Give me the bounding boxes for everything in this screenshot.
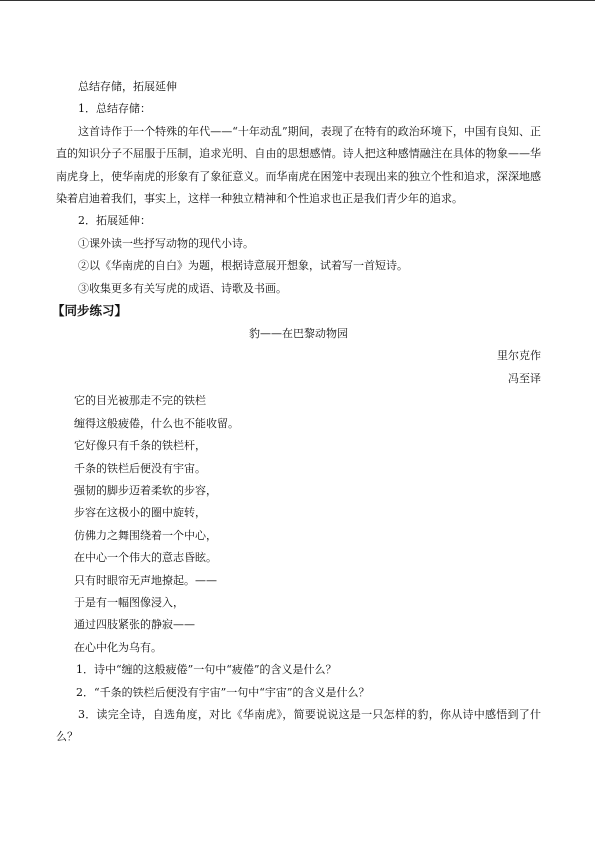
poem-line: 它的目光被那走不完的铁栏	[74, 394, 206, 408]
poem-line: 仿佛力之舞围绕着一个中心，	[74, 528, 217, 542]
summary-heading: 总结存储，拓展延伸	[78, 80, 177, 93]
poem-author: 里尔克作	[497, 349, 541, 363]
poem-line: 缠得这般疲倦，什么也不能收留。	[74, 416, 239, 430]
question-item: 1．诗中“缠的这般疲倦”一句中“疲倦”的含义是什么？	[76, 663, 337, 677]
extend-title: 2．拓展延伸：	[78, 214, 151, 228]
storage-title: 1．总结存储：	[78, 102, 151, 116]
poem-line: 它好像只有千条的铁栏杆，	[74, 439, 206, 453]
document-page	[52, 76, 541, 749]
poem-line: 在中心一个伟大的意志昏眩。	[74, 551, 217, 565]
poem-line: 于是有一幅图像浸入，	[74, 595, 184, 609]
poem-line: 只有时眼帘无声地撩起。——	[74, 573, 217, 587]
poem-line: 步容在这极小的圈中旋转，	[74, 506, 206, 520]
poem-line: 在心中化为乌有。	[74, 640, 162, 654]
storage-paragraph: 这首诗作于一个特殊的年代——“十年动乱”期间，表现了在特有的政治环境下，中国有良知、正直的知识分子不屈服于压制，追求光明、自由的思想感情。诗人把这种感情融注在具体的物象——华南虎身上，使华南虎的形象有了象征意义。而华南虎在困笼中表现出来的独立个性和追求，深深地感染着启迪着我们，事实上，这样一种独立精神和个性追求也正是我们青少年的追求。	[56, 124, 541, 206]
page-top-rule	[0, 0, 595, 1]
poem-translator: 冯至译	[508, 371, 541, 385]
poem-line: 通过四肢紧张的静寂——	[74, 618, 195, 632]
practice-heading: 【同步练习】	[52, 303, 128, 319]
poem-line: 强韧的脚步迈着柔软的步容，	[74, 483, 217, 497]
extend-item: ③收集更多有关写虎的成语、诗歌及书画。	[78, 281, 287, 295]
extend-item: ②以《华南虎的自白》为题，根据诗意展开想象，试着写一首短诗。	[78, 259, 408, 273]
poem-line: 千条的铁栏后便没有宇宙。	[74, 461, 206, 475]
extend-item: ①课外读一些抒写动物的现代小诗。	[78, 236, 254, 250]
poem-title: 豹——在巴黎动物园	[249, 327, 348, 341]
question-item: 2．“千条的铁栏后便没有宇宙”一句中“宇宙”的含义是什么？	[76, 685, 370, 699]
question-item: 3．读完全诗，自选角度，对比《华南虎》，简要说说这是一只怎样的豹，你从诗中感悟到了什么？	[56, 707, 541, 744]
